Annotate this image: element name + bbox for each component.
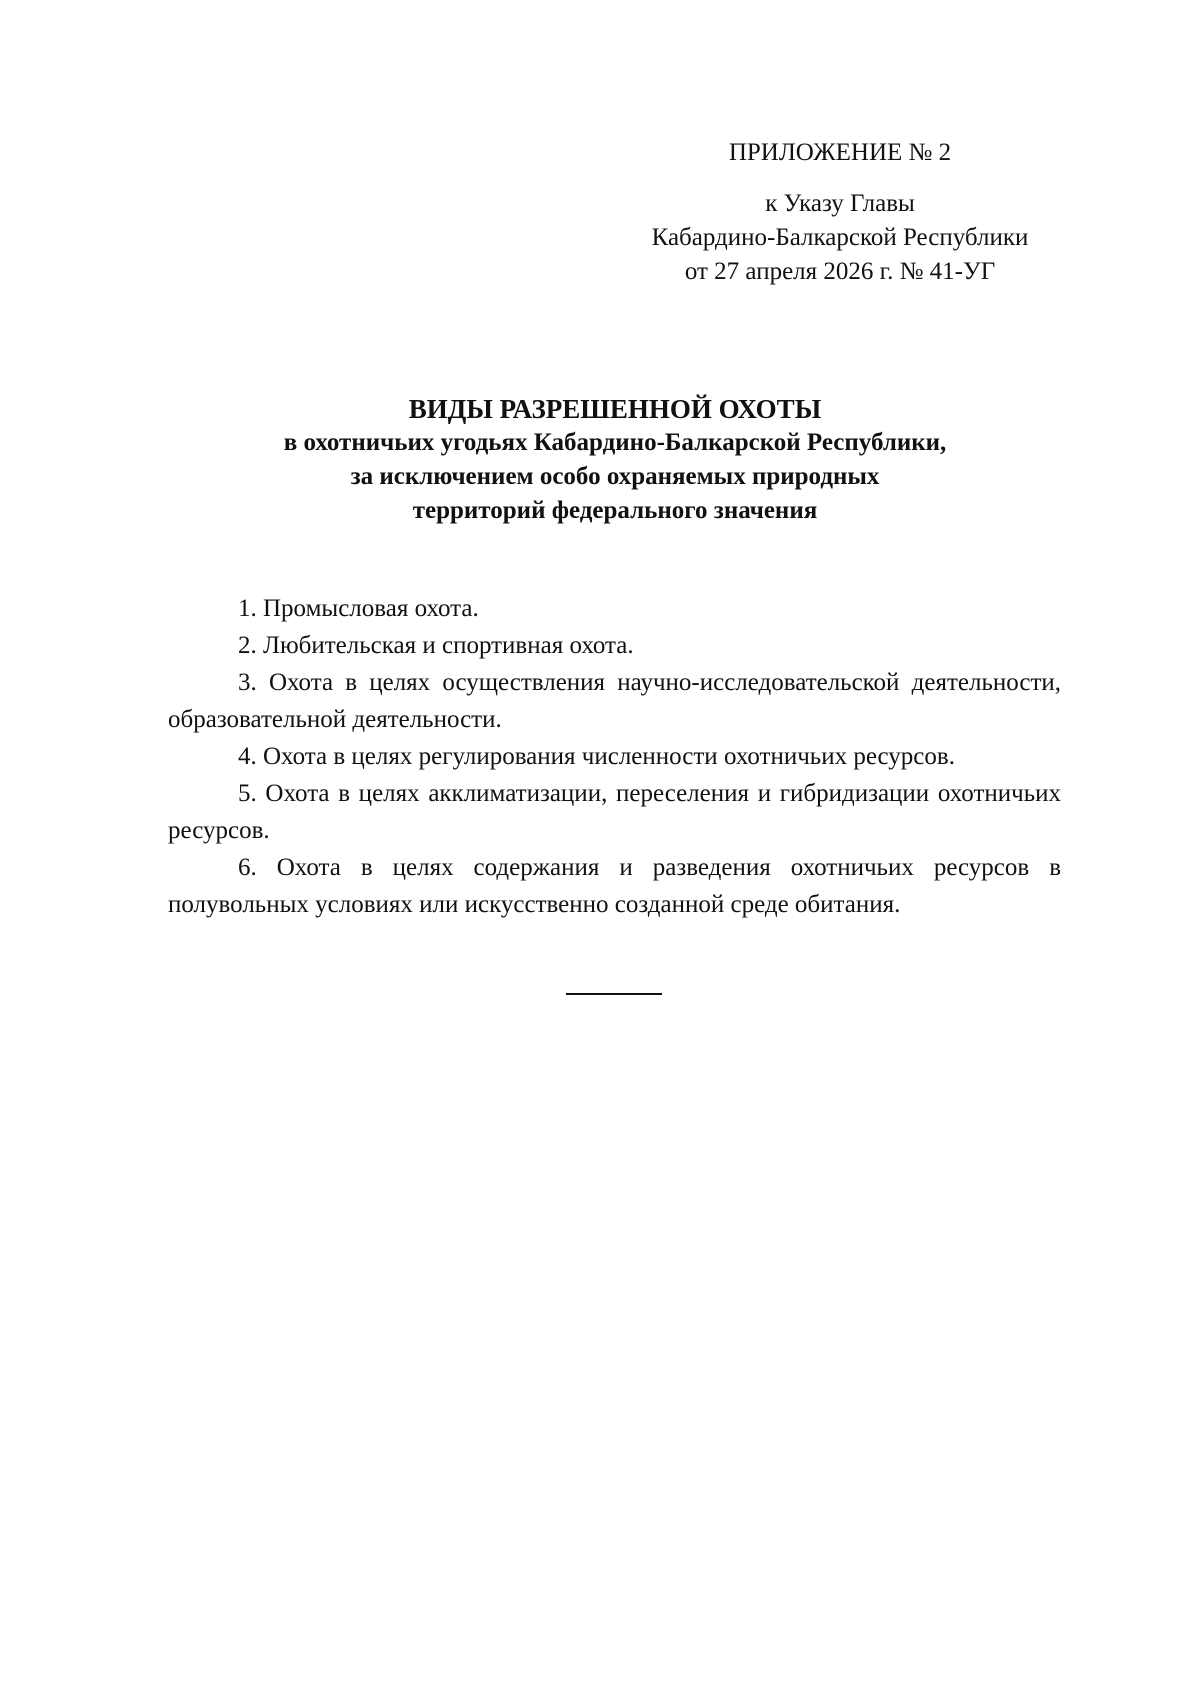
appendix-title: ПРИЛОЖЕНИЕ № 2 [728,139,952,166]
title-subheading-line: в охотничьих угодьях Кабардино-Балкарской Республики, [283,429,947,456]
list-item: 3. Охота в целях осуществления научно-исследовательской деятельности, образовательной деятельности. [168,669,1061,733]
title-main-heading: ВИДЫ РАЗРЕШЕННОЙ ОХОТЫ [408,394,822,424]
document-title [160,392,1070,528]
list-item: 6. Охота в целях содержания и разведения охотничьих ресурсов в полувольных условиях или искусственно созданной среде обитания. [168,854,1061,918]
decree-reference [610,187,1070,289]
decree-line: Кабардино-Балкарской Республики [651,224,1029,251]
decree-line: к Указу Главы [765,190,915,217]
title-subheading-line: за исключением особо охраняемых природных [350,463,880,490]
decree-line: от 27 апреля 2026 г. № 41-УГ [684,258,996,285]
list-item: 5. Охота в целях акклиматизации, переселения и гибридизации охотничьих ресурсов. [168,780,1061,844]
hunting-types-list [168,590,1061,923]
list-item: 4. Охота в целях регулирования численности охотничьих ресурсов. [238,743,955,770]
list-item: 2. Любительская и спортивная охота. [238,632,634,659]
title-subheading-line: территорий федерального значения [412,497,818,524]
end-divider [566,993,662,995]
list-item: 1. Промысловая охота. [238,595,479,622]
